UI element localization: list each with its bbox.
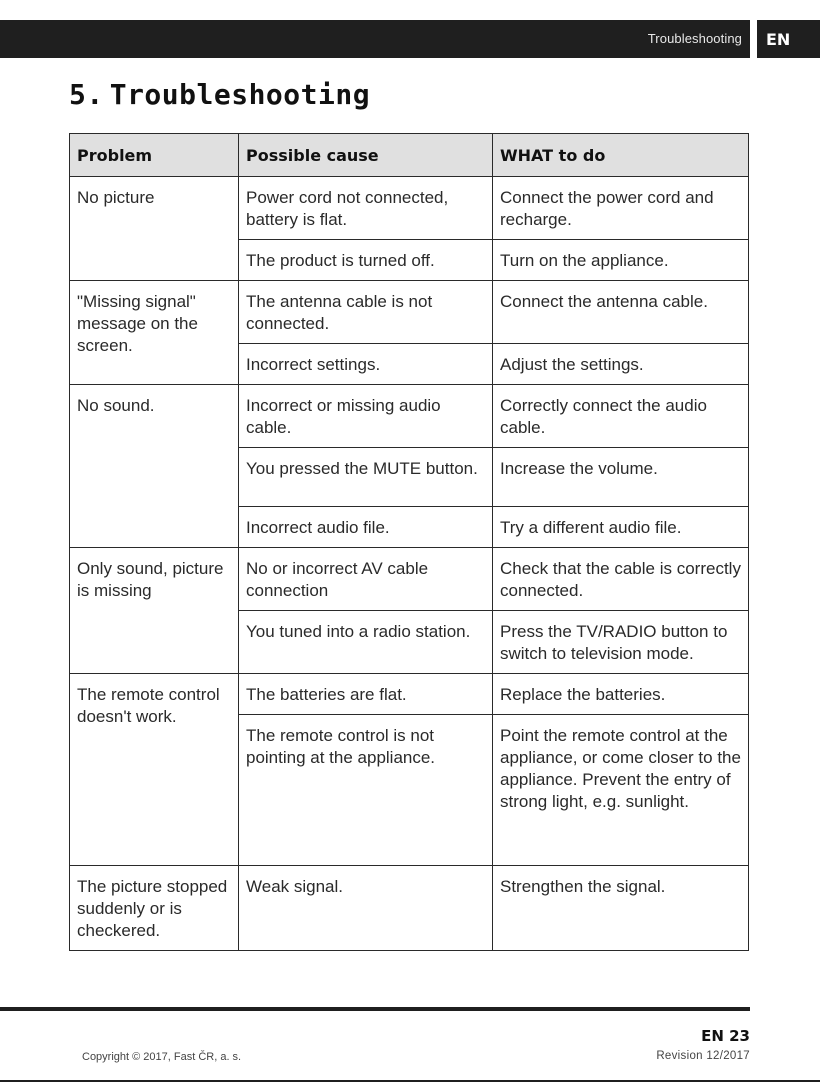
column-header-problem: Problem [70,134,239,177]
action-cell: Connect the antenna cable. [493,281,749,344]
page-bottom-line [0,1080,820,1082]
cause-cell: Power cord not connected, battery is flat. [239,177,493,240]
cause-cell: You pressed the MUTE button. [239,448,493,507]
table-row [70,674,749,715]
table-row [70,385,749,448]
cause-cell: The remote control is not pointing at the appliance. [239,715,493,866]
cause-cell: No or incorrect AV cable connection [239,548,493,611]
footer-rule [0,1007,750,1011]
cause-cell: Incorrect or missing audio cable. [239,385,493,448]
problem-cell: No sound. [70,385,239,548]
column-header-action: WHAT to do [493,134,749,177]
action-cell: Increase the volume. [493,448,749,507]
cause-cell: Incorrect audio file. [239,507,493,548]
problem-cell: "Missing signal" message on the screen. [70,281,239,385]
troubleshooting-table [69,133,749,951]
problem-cell: The remote control doesn't work. [70,674,239,866]
table-row [70,177,749,240]
section-number: 5. [69,78,104,111]
problem-cell: The picture stopped suddenly or is checkered. [70,866,239,951]
table-header-row [70,134,749,177]
action-cell: Try a different audio file. [493,507,749,548]
section-title: Troubleshooting [109,78,371,111]
page-number: EN 23 [701,1027,750,1045]
table-row [70,548,749,611]
table-row [70,866,749,951]
header-bar [0,20,750,58]
copyright-text: Copyright © 2017, Fast ČR, a. s. [82,1051,242,1063]
action-cell: Adjust the settings. [493,344,749,385]
problem-cell: Only sound, picture is missing [70,548,239,674]
table-row [70,281,749,344]
cause-cell: The antenna cable is not connected. [239,281,493,344]
language-tab: EN [757,20,820,58]
cause-cell: You tuned into a radio station. [239,611,493,674]
action-cell: Correctly connect the audio cable. [493,385,749,448]
problem-cell: No picture [70,177,239,281]
cause-cell: The batteries are flat. [239,674,493,715]
action-cell: Replace the batteries. [493,674,749,715]
cause-cell: The product is turned off. [239,240,493,281]
action-cell: Check that the cable is correctly connected. [493,548,749,611]
action-cell: Point the remote control at the appliance, or come closer to the appliance. Prevent the entry of strong light, e.g. sunlight. [493,715,749,866]
action-cell: Press the TV/RADIO button to switch to television mode. [493,611,749,674]
cause-cell: Weak signal. [239,866,493,951]
cause-cell: Incorrect settings. [239,344,493,385]
revision-text: Revision 12/2017 [656,1050,750,1062]
action-cell: Connect the power cord and recharge. [493,177,749,240]
action-cell: Strengthen the signal. [493,866,749,951]
action-cell: Turn on the appliance. [493,240,749,281]
page-title [69,78,370,111]
column-header-cause: Possible cause [239,134,493,177]
header-section-title: Troubleshooting [647,31,742,46]
